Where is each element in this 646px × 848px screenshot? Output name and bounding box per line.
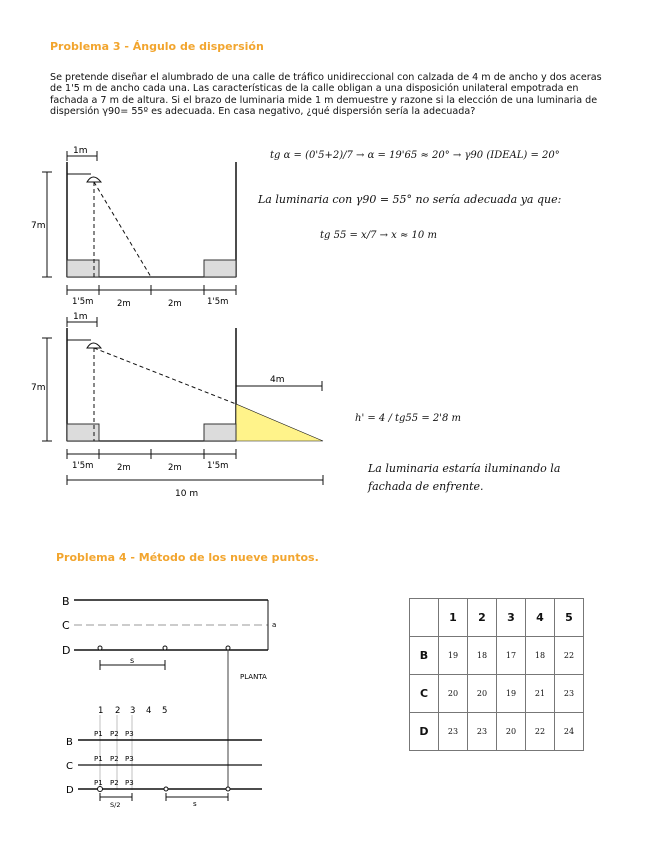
table-cell: 20 <box>439 675 468 713</box>
fig2-dim-4: 1'5m <box>207 461 229 471</box>
street-section-figure-1 <box>25 140 250 315</box>
fig2-height-label: 7m <box>31 383 46 393</box>
table-cell: 20 <box>468 675 497 713</box>
s-label-lower: s <box>193 800 197 808</box>
table-cell: 23 <box>555 675 584 713</box>
lower-line-b-label: B <box>66 737 73 748</box>
half-s-label: S/2 <box>110 801 121 809</box>
point-p3-d: P3 <box>125 779 134 787</box>
lower-line-d-label: D <box>66 785 74 796</box>
sidewalk-right <box>204 424 236 441</box>
street-section-figure-2 <box>25 308 345 508</box>
table-row <box>410 675 584 713</box>
luminaire-icon <box>87 177 101 182</box>
plan-s-label: s <box>130 656 135 665</box>
calc-luminaire-statement: La luminaria con γ90 = 55° no sería adecuada ya que: <box>258 193 562 206</box>
point-p2-d: P2 <box>110 779 119 787</box>
col-number-3: 3 <box>130 706 136 716</box>
fig1-dim-2: 2m <box>117 299 131 309</box>
fig1-height-label: 7m <box>31 221 46 231</box>
problem4-title: Problema 4 - Método de los nueve puntos. <box>56 551 319 564</box>
illuminated-facade-area <box>236 404 323 441</box>
table-cell: 22 <box>526 713 555 751</box>
table-header: 5 <box>555 599 584 637</box>
table-header: 2 <box>468 599 497 637</box>
table-cell: 23 <box>439 713 468 751</box>
col-number-1: 1 <box>98 706 104 716</box>
fig2-total-label: 10 m <box>175 489 199 499</box>
note-line-2: fachada de enfrente. <box>368 480 484 493</box>
note-line-1: La luminaria estaría iluminando la <box>368 462 561 475</box>
fig2-road-width-label: 4m <box>270 375 285 385</box>
plan-line-b-label: B <box>62 595 70 608</box>
plan-label: PLANTA <box>240 673 267 681</box>
fig2-dim-1: 1'5m <box>72 461 94 471</box>
table-header: 4 <box>526 599 555 637</box>
point-p3-b: P3 <box>125 730 134 738</box>
row-label: C <box>410 675 439 713</box>
table-cell: 24 <box>555 713 584 751</box>
point-p2-b: P2 <box>110 730 119 738</box>
point-p1-b: P1 <box>94 730 103 738</box>
table-cell: 21 <box>526 675 555 713</box>
point-p1-d: P1 <box>94 779 103 787</box>
fig2-arm-label: 1m <box>73 312 88 322</box>
table-cell: 19 <box>439 637 468 675</box>
row-label: B <box>410 637 439 675</box>
calc-tg-alpha: tg α = (0'5+2)/7 → α = 19'65 ≈ 20° → γ90 (IDEAL) = 20° <box>270 150 560 161</box>
fig1-arm-label: 1m <box>73 146 88 156</box>
fig1-dim-4: 1'5m <box>207 297 229 307</box>
table-cell: 18 <box>526 637 555 675</box>
row-label: D <box>410 713 439 751</box>
point-p3-c: P3 <box>125 755 134 763</box>
fig1-dim-1: 1'5m <box>72 297 94 307</box>
table-cell: 22 <box>555 637 584 675</box>
sidewalk-right <box>204 260 236 277</box>
fig2-dim-2: 2m <box>117 463 131 473</box>
table-row <box>410 637 584 675</box>
table-cell: 17 <box>497 637 526 675</box>
table-cell: 20 <box>497 713 526 751</box>
lower-line-c-label: C <box>66 761 73 772</box>
nine-points-plan-diagram <box>40 585 300 815</box>
col-number-2: 2 <box>115 706 121 716</box>
table-row <box>410 713 584 751</box>
calc-h-prime: h' = 4 / tg55 = 2'8 m <box>355 413 462 424</box>
illuminance-table <box>409 598 584 751</box>
point-p2-c: P2 <box>110 755 119 763</box>
table-cell: 18 <box>468 637 497 675</box>
point-p1-c: P1 <box>94 755 103 763</box>
table-header: 1 <box>439 599 468 637</box>
table-cell: 23 <box>468 713 497 751</box>
problem3-statement: Se pretende diseñar el alumbrado de una calle de tráfico unidireccional con calzada de 4 m de ancho y dos aceras de 1'5 m de ancho cada una. Las características de la calle obligan a una disposición unilateral empotrada en fachada a 7 m de altura. Si el brazo de luminaria mide 1 m demuestre y razone si la elección de una luminaria de dispersión γ90= 55º es adecuada. En casa negativo, ¿qué dispersión sería la adecuada? <box>50 72 602 118</box>
col-number-4: 4 <box>146 706 152 716</box>
svg-text:a: a <box>272 621 277 629</box>
table-header-row <box>410 599 584 637</box>
plan-line-c-label: C <box>62 619 70 632</box>
col-number-5: 5 <box>162 706 168 716</box>
table-corner-cell <box>410 599 439 637</box>
calc-tg55: tg 55 = x/7 → x ≈ 10 m <box>320 230 437 241</box>
fig1-dim-3: 2m <box>168 299 182 309</box>
table-header: 3 <box>497 599 526 637</box>
plan-line-d-label: D <box>62 644 71 657</box>
table-cell: 19 <box>497 675 526 713</box>
problem3-title: Problema 3 - Ángulo de dispersión <box>50 40 264 53</box>
luminaire-icon <box>87 343 101 348</box>
fig2-dim-3: 2m <box>168 463 182 473</box>
